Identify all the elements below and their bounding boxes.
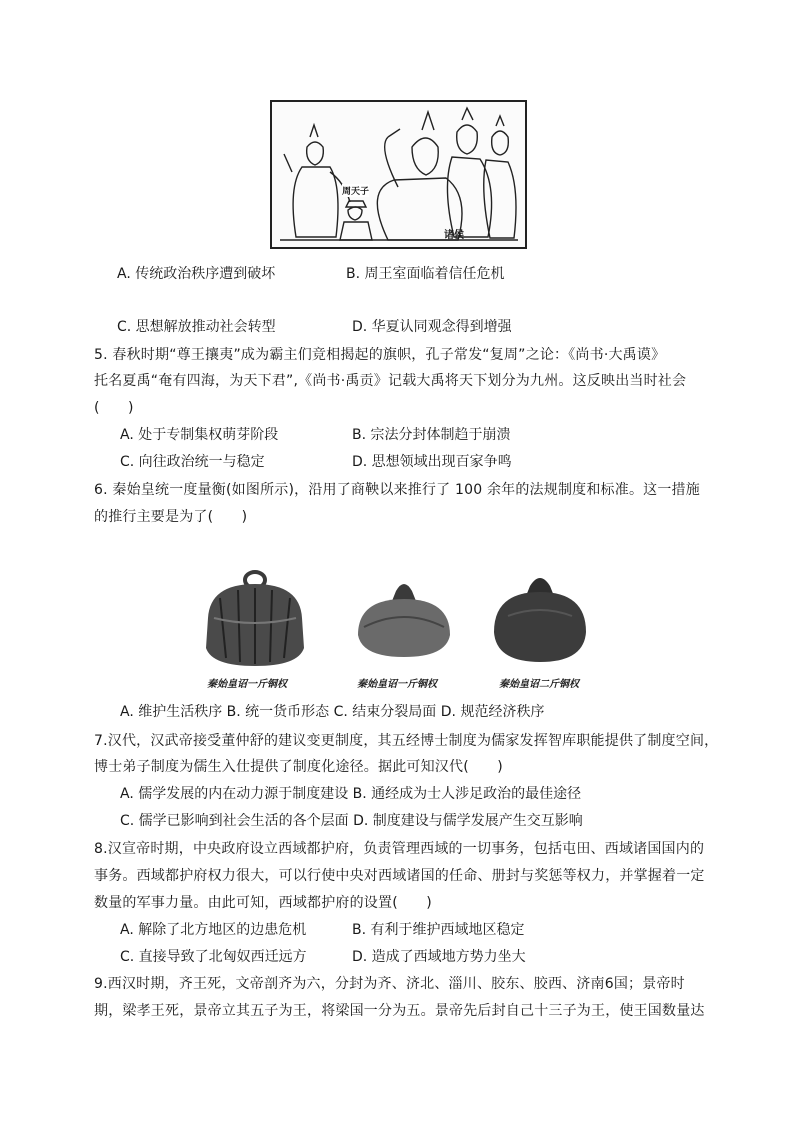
q8-stem-line3: 数量的军事力量。由此可知，西域都护府的设置( ) <box>94 895 432 911</box>
q8-stem-line2: 事务。西域都护府权力很大，可以行使中央对西域诸国的任命、册封与奖惩等权力，并掌握着一定 <box>94 868 705 884</box>
q6-options: A. 维护生活秩序 B. 统一货币形态 C. 结束分裂局面 D. 规范经济秩序 <box>120 704 545 720</box>
q8-option-c: C. 直接导致了北匈奴西迁远方 <box>120 949 307 965</box>
q8-stem-line1: 8.汉宣帝时期，中央政府设立西域都护府，负责管理西域的一切事务，包括屯田、西域诸国国内的 <box>94 841 705 857</box>
q9-stem-line1: 9.西汉时期，齐王死，文帝剖齐为六，分封为齐、济北、淄川、胶东、胶西、济南6国；景帝时 <box>94 976 685 992</box>
q5-option-c: C. 向往政治统一与稳定 <box>120 454 265 470</box>
q5-option-b: B. 宗法分封体制趋于崩溃 <box>352 427 511 443</box>
q8-option-b: B. 有利于维护西域地区稳定 <box>352 922 525 938</box>
q6-stem-line1: 6. 秦始皇统一度量衡(如图所示)，沿用了商鞅以来推行了 100 余年的法规制度和标准。这一措施 <box>94 482 700 498</box>
q8-option-a: A. 解除了北方地区的边患危机 <box>120 922 307 938</box>
q7-stem-line2: 博士弟子制度为儒生入仕提供了制度化途径。据此可知汉代( ) <box>94 759 503 775</box>
q4-option-d: D. 华夏认同观念得到增强 <box>352 319 512 335</box>
q7-options-cd: C. 儒学已影响到社会生活的各个层面 D. 制度建设与儒学发展产生交互影响 <box>120 813 583 829</box>
bronze-weight-2-image <box>354 577 454 661</box>
q9-stem-line2: 期，梁孝王死，景帝立其五子为王，将梁国一分为五。景帝先后封自己十三子为王，使王国数量达 <box>94 1003 705 1019</box>
cartoon-image <box>270 100 527 249</box>
q4-option-c: C. 思想解放推动社会转型 <box>117 319 276 335</box>
q5-option-a: A. 处于专制集权萌芽阶段 <box>120 427 279 443</box>
bronze-weight-1-caption: 秦始皇诏一斤铜权 <box>207 679 287 690</box>
bronze-weight-1-image <box>200 568 310 670</box>
bronze-weight-3-image <box>490 570 590 668</box>
cartoon-label-zhuhou: 诸侯 <box>444 230 464 241</box>
bronze-weight-2-caption: 秦始皇诏一斤铜权 <box>357 679 437 690</box>
bronze-weight-3-caption: 秦始皇诏二斤铜权 <box>499 679 579 690</box>
q7-options-ab: A. 儒学发展的内在动力源于制度建设 B. 通经成为士人涉足政治的最佳途径 <box>120 786 582 802</box>
q5-stem-line1: 5. 春秋时期“尊王攘夷”成为霸主们竞相揭起的旗帜，孔子常发“复周”之论：《尚书·大禹谟》 <box>94 347 666 363</box>
q5-option-d: D. 思想领域出现百家争鸣 <box>352 454 512 470</box>
q4-option-a: A. 传统政治秩序遭到破坏 <box>117 266 276 282</box>
q5-stem-line3: ( ) <box>94 400 134 416</box>
q5-stem-line2: 托名夏禹“奄有四海，为天下君”,《尚书·禹贡》记载大禹将天下划分为九州。这反映出当时社会 <box>94 373 687 389</box>
q8-option-d: D. 造成了西域地方势力坐大 <box>352 949 526 965</box>
q4-option-b: B. 周王室面临着信任危机 <box>346 266 505 282</box>
cartoon-drawing <box>272 102 525 247</box>
q6-stem-line2: 的推行主要是为了( ) <box>94 509 248 525</box>
cartoon-label-tianzi: 周天子 <box>342 184 369 197</box>
q7-stem-line1: 7.汉代，汉武帝接受董仲舒的建议变更制度，其五经博士制度为儒家发挥智库职能提供了制度空间， <box>94 733 719 749</box>
